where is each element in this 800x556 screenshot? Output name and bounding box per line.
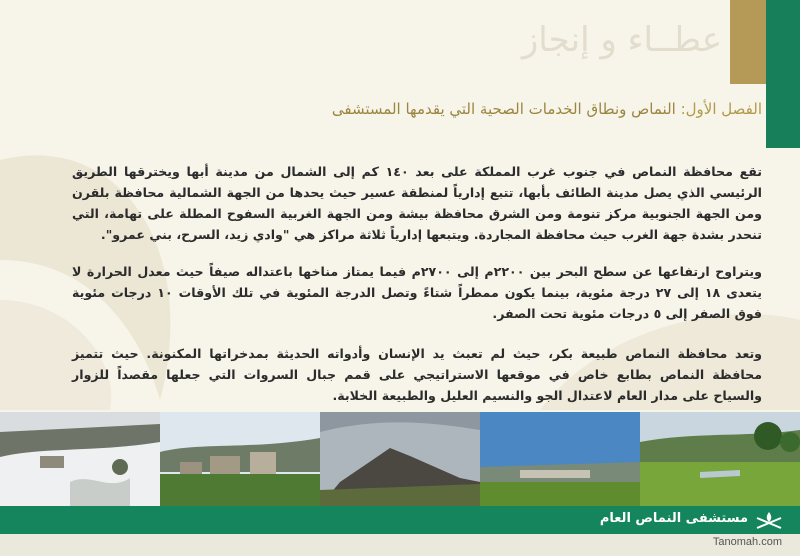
watermark-text: عطــاء و إنجاز <box>521 20 722 60</box>
photo-meadow-town <box>480 412 640 506</box>
paragraph-location: تقع محافظة النماص في جنوب غرب المملكة على بعد ١٤٠ كم إلى الشمال من مدينة أبها ويخترقها الطريق الرئيسي الذي يصل مدينة الطائف بأبها، تتبع إدارياً لمنطقة عسير حيث يحدها من الجهة الشمالية محافظة بلقرن ومن الجهة الجنوبية مركز تنومة ومن الشرق محافظة بيشة ومن الجهة الغربية السفوح المطلة على تهامة، التي تنحدر بشدة جهة الغرب حيث محافظة المجاردة. ويتبعها إدارياً ثلاثة مراكز هي "وادي زيد، السرح، بني عمرو". <box>72 163 762 242</box>
photo-village <box>160 412 320 506</box>
hospital-name: مستشفى النماص العام <box>599 511 748 526</box>
photo-mountain <box>320 412 480 506</box>
footer-strip <box>0 534 800 556</box>
green-accent-bar <box>766 0 800 148</box>
photo-strip <box>0 412 800 506</box>
chapter-title: النماص ونطاق الخدمات الصحية التي يقدمها المستشفى <box>331 100 676 118</box>
photo-snow-landscape <box>0 412 160 506</box>
chapter-label: الفصل الأول: <box>680 100 762 118</box>
chapter-heading <box>162 100 762 118</box>
paragraph-nature: وتعد محافظة النماص طبيعة بكر، حيث لم تعبث يد الإنسان وأدواته الحديثة بمدخراتها المكنونة. حيث تتميز محافظة النماص بطابع خاص في موقعها الاستراتيجي على قمم جبال السروات التي جعلها مقصداً للزوار والسياح على مدار العام لاعتدال الجو والنسيم العليل والطبيعة الخلابة. <box>72 345 762 403</box>
paragraph-climate: ويتراوح ارتفاعها عن سطح البحر بين ٢٢٠٠م إلى ٢٧٠٠م فيما يمتاز مناخها باعتداله صيفاً حيث معدل الحرارة لا يتعدى ١٨ إلى ٢٧ درجة مئوية، بينما يكون ممطراً شتاءً وتصل الدرجة المئوية في تلك الأوقات ١٠ درجات مئوية فوق الصفر إلى ٥ درجات مئوية تحت الصفر. <box>72 263 762 321</box>
gold-accent-bar <box>730 0 766 84</box>
photo-green-valley <box>640 412 800 506</box>
source-credit: Tanomah.com <box>712 536 782 548</box>
hospital-logo-icon <box>754 510 784 532</box>
